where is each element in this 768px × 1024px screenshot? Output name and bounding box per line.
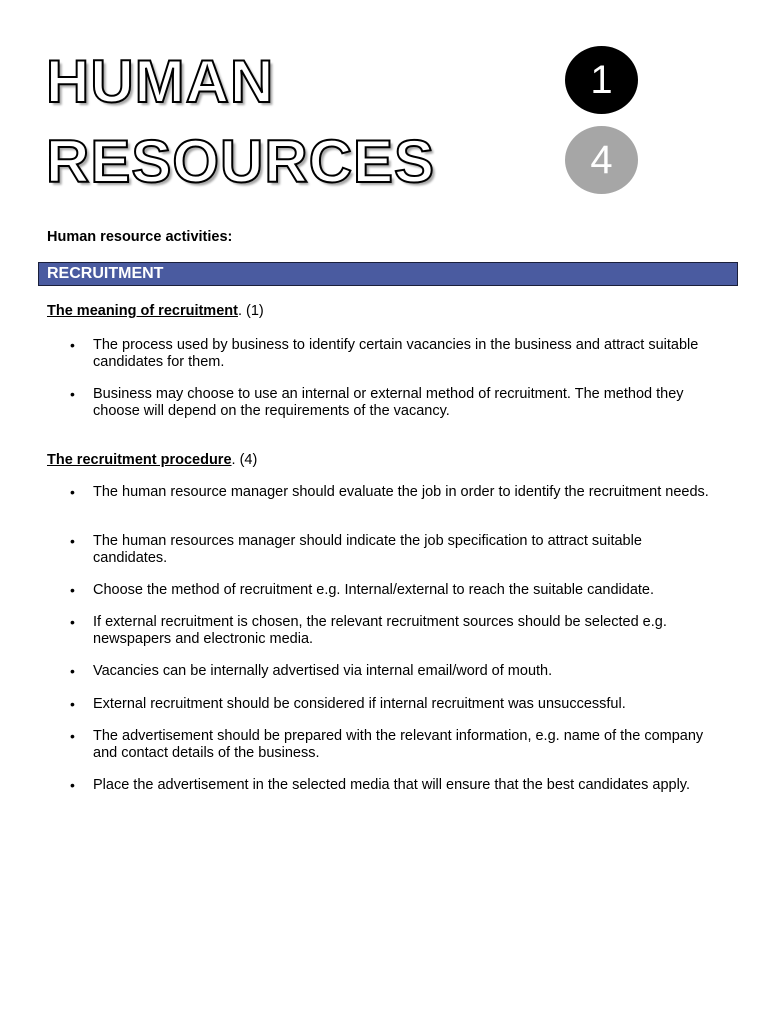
meaning-heading-label: The meaning of recruitment [47, 303, 238, 319]
bullet-icon: • [70, 663, 75, 679]
bullet-icon: • [70, 728, 75, 744]
list-item-text: The process used by business to identify certain vacancies in the business and attract suitable candidates for them. [93, 337, 699, 370]
bullet-icon: • [70, 582, 75, 598]
meaning-heading-marks: . (1) [237, 303, 264, 319]
bullet-icon: • [70, 337, 75, 353]
list-item [70, 614, 718, 648]
list-item [70, 337, 718, 371]
list-item [70, 386, 718, 420]
list-item-text: The advertisement should be prepared with the relevant information, e.g. name of the company and contact details of the business. [93, 728, 704, 761]
bullet-icon: • [70, 777, 75, 793]
list-item [70, 484, 718, 501]
procedure-heading-label: The recruitment procedure [47, 452, 232, 468]
bullet-icon: • [70, 696, 75, 712]
list-item [70, 696, 718, 713]
list-item-text: The human resources manager should indicate the job specification to attract suitable candidates. [93, 533, 642, 566]
intro-text: Human resource activities: [47, 229, 233, 245]
list-item-text: Place the advertisement in the selected media that will ensure that the best candidates apply. [93, 777, 690, 793]
list-item-text: Business may choose to use an internal or external method of recruitment. The method they choose will depend on the requirements of the vacancy. [93, 386, 684, 419]
procedure-heading [47, 452, 257, 468]
list-item [70, 663, 718, 680]
list-item-text: Choose the method of recruitment e.g. Internal/external to reach the suitable candidate. [93, 582, 655, 598]
grade-badge: 1 [565, 46, 638, 114]
list-item-text: If external recruitment is chosen, the relevant recruitment sources should be selected e.g. newspapers and electronic media. [93, 614, 667, 647]
list-item [70, 777, 718, 794]
section-heading-bar: RECRUITMENT [38, 262, 738, 286]
list-item [70, 533, 718, 567]
list-item-text: Vacancies can be internally advertised via internal email/word of mouth. [93, 663, 553, 679]
bullet-icon: • [70, 614, 75, 630]
procedure-heading-marks: . (4) [231, 452, 258, 468]
list-item-text: External recruitment should be considered if internal recruitment was unsuccessful. [93, 696, 626, 712]
page-title-line-2: RESOURCES [46, 128, 436, 195]
meaning-heading [47, 303, 264, 319]
page-title-line-1: HUMAN [46, 48, 275, 115]
bullet-icon: • [70, 386, 75, 402]
bullet-icon: • [70, 484, 75, 500]
list-item [70, 582, 718, 599]
list-item-text: The human resource manager should evaluate the job in order to identify the recruitment needs. [93, 484, 709, 500]
bullet-icon: • [70, 533, 75, 549]
chapter-badge: 4 [565, 126, 638, 194]
list-item [70, 728, 718, 762]
